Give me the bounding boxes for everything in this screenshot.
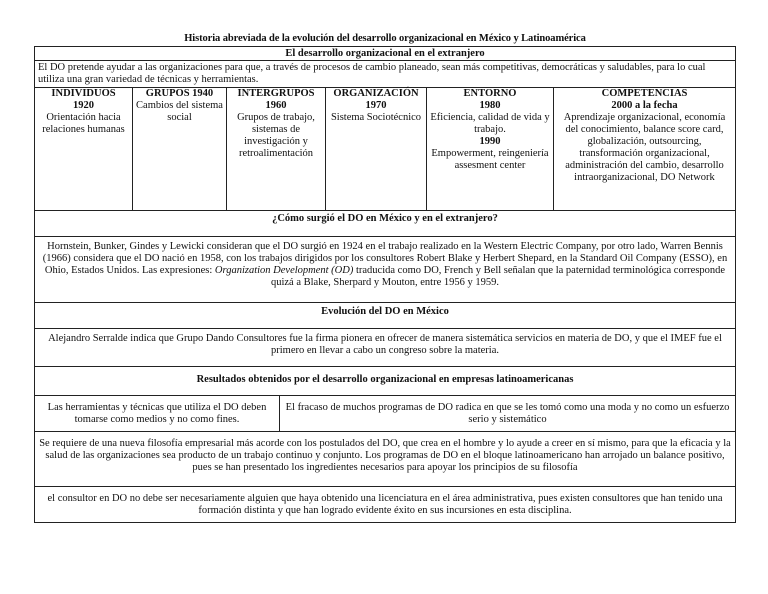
origin-paragraph [34, 236, 736, 303]
section-heading-resultados: Resultados obtenidos por el desarrollo organizacional en empresas latinoamericanas [34, 366, 736, 396]
intro-paragraph: El DO pretende ayudar a las organizaciones para que, a través de procesos de cambio planeado, sean más competitivas, democráticas y saludables, para lo cual utiliza una gran variedad de técnicas y herramientas. [34, 60, 736, 88]
stage-text-2: Empowerment, reingeniería assesment center [431, 148, 549, 171]
stage-head: INTERGRUPOS [237, 88, 315, 99]
stage-year-2: 1990 [479, 136, 501, 147]
origin-text-term: Organization Development (OD) [214, 265, 354, 276]
stage-text: Aprendizaje organizacional, economía del conocimiento, balance score card, globalización, outsourcing, transformación organizacional, administración del cambio, desarrollo intraorganizacional, DO Network [563, 112, 726, 183]
consultant-paragraph: el consultor en DO no debe ser necesariamente alguien que haya obtenido una licenciatura en el área administrativa, pues existen consultores que han tenido una formación distinta y que han logrado evidente éxito en sus incursiones en esta disciplina. [34, 486, 736, 523]
section-heading-evolucion: Evolución del DO en México [34, 302, 736, 329]
evolution-paragraph: Alejandro Serralde indica que Grupo Dando Consultores fue la firma pionera en ofrecer de manera sistemática servicios en materia de DO, y que el IMEF fue el primero en llevar a cabo un congreso sobre la materia. [34, 328, 736, 367]
stage-head: GRUPOS 1940 [145, 88, 214, 99]
origin-text-start: Hornstein, Bunker, Gindes y Lewicki consideran que el DO surgió en 1924 en el trabajo realizado en la Western Electric Company, por otro lado, Warren Bennis (1966) considera que el DO nació en 1958, con los trabajos dirigidos por los consultores Robert Blake y Herbert Shepard, en la Standard Oil Company (ESSO), en Ohio, Estados Unidos. Las expresiones: [42, 241, 728, 276]
stage-text: Grupos de trabajo, sistemas de investigación y retroalimentación [237, 112, 315, 159]
stage-text: Cambios del sistema social [136, 100, 223, 123]
page-title: Historia abreviada de la evolución del desarrollo organizacional en México y Latinoamérica [184, 33, 586, 44]
stage-head: INDIVIDUOS [51, 88, 116, 99]
stage-head: ENTORNO [463, 88, 517, 99]
stage-intergrupos [226, 88, 325, 210]
stage-competencias [553, 88, 735, 210]
stage-organizacion [325, 88, 426, 210]
stage-entorno [426, 88, 553, 210]
philosophy-paragraph: Se requiere de una nueva filosofía empresarial más acorde con los postulados del DO, que crea en el hombre y lo ayude a creer en sí mismo, para que la eficacia y la salud de las organizaciones sea producto de un trabajo continuo y conjunto. Los programas de DO en el bloque latinoamericano han arrojado un balance positivo, pues se han presentado los ingredientes necesarios para apoyar los principios de su filosofía [34, 431, 736, 487]
section-heading-surgimiento: ¿Cómo surgió el DO en México y en el extranjero? [34, 210, 736, 237]
stage-head: COMPETENCIAS [601, 88, 688, 99]
stage-year: 1960 [265, 100, 287, 111]
stage-year: 1920 [73, 100, 94, 111]
stage-year: 1970 [365, 100, 387, 111]
stage-year: 1980 [479, 100, 501, 111]
section-heading-extranjero: El desarrollo organizacional en el extranjero [34, 46, 736, 61]
stages-row [34, 87, 736, 211]
result-left-cell: Las herramientas y técnicas que utiliza el DO deben tomarse como medios y no como fines. [34, 395, 280, 432]
stage-grupos [132, 88, 226, 210]
stage-individuos [35, 88, 132, 210]
origin-text-end: traducida como DO, French y Bell señalan que la paternidad terminológica corresponde quizá a Blake, Sherpard y Mouton, entre 1956 y 1959. [270, 265, 726, 288]
stage-year: 2000 a la fecha [611, 100, 678, 111]
stage-text: Sistema Sociotécnico [330, 112, 422, 123]
result-right-cell: El fracaso de muchos programas de DO radica en que se les tomó como una moda y no como un esfuerzo serio y sistemático [279, 395, 736, 432]
stage-text: Orientación hacia relaciones humanas [42, 112, 125, 135]
stage-text: Eficiencia, calidad de vida y trabajo. [430, 112, 550, 135]
stage-head: ORGANIZACIÓN [333, 88, 419, 99]
